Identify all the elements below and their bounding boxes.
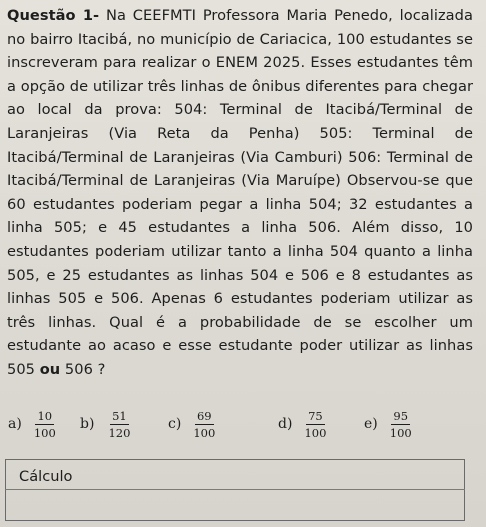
fraction-numerator: 75	[308, 408, 323, 423]
option-e[interactable]	[364, 404, 414, 444]
fraction-denominator: 100	[304, 425, 327, 440]
option-letter: a)	[8, 416, 22, 432]
option-b[interactable]	[80, 404, 132, 444]
option-letter: d)	[278, 416, 293, 432]
fraction-denominator: 100	[33, 425, 56, 440]
fraction-numerator: 10	[37, 408, 53, 423]
question-end: 506 ?	[60, 360, 106, 378]
option-letter: b)	[80, 416, 95, 432]
option-d[interactable]	[278, 404, 328, 444]
calculation-divider	[5, 489, 465, 490]
fraction-numerator: 95	[393, 408, 409, 423]
option-a[interactable]	[8, 404, 58, 444]
calculation-label: Cálculo	[19, 468, 73, 485]
option-fraction	[388, 409, 414, 440]
question-text	[7, 4, 473, 382]
question-label: Questão 1-	[7, 7, 100, 24]
option-fraction	[302, 409, 328, 440]
option-fraction	[191, 409, 217, 440]
question-emphasis: ou	[39, 360, 61, 378]
fraction-denominator: 100	[193, 425, 216, 440]
fraction-denominator: 100	[389, 425, 412, 440]
option-letter: c)	[168, 416, 182, 432]
calculation-box[interactable]	[5, 459, 465, 521]
fraction-denominator: 120	[108, 425, 131, 440]
fraction-numerator: 51	[112, 408, 127, 423]
answer-options	[8, 404, 478, 444]
option-fraction	[32, 409, 58, 440]
option-fraction	[106, 409, 132, 440]
question-body: Na CEEFMTI Professora Maria Penedo, localizada no bairro Itacibá, no município de Cariacica, 100 estudantes se inscreveram para realizar o ENEM 2025. Esses estudantes têm a opção de utilizar três linhas de ônibus diferentes para chegar ao local da prova: 504: Terminal de Itacibá/Terminal de Laranjeiras (Via Reta da Penha) 505: Terminal de Itacibá/Terminal de Laranjeiras (Via Camburi) 506: Terminal de Itacibá/Terminal de Laranjeiras (Via Maruípe) Observou-se que 60 estudantes poderiam pegar a linha 504; 32 estudantes a linha 505; e 45 estudantes a linha 506. Além disso, 10 estudantes poderiam utilizar tanto a linha 504 quanto a linha 505, e 25 estudantes as linhas 504 e 506 e 8 estudantes as linhas 505 e 506. Apenas 6 estudantes poderiam utilizar as três linhas. Qual é a probabilidade de se escolher um estudante ao acaso e esse estudante poder utilizar as linhas 505	[7, 7, 473, 378]
option-letter: e)	[364, 416, 378, 432]
option-c[interactable]	[168, 404, 217, 444]
fraction-numerator: 69	[196, 408, 212, 423]
